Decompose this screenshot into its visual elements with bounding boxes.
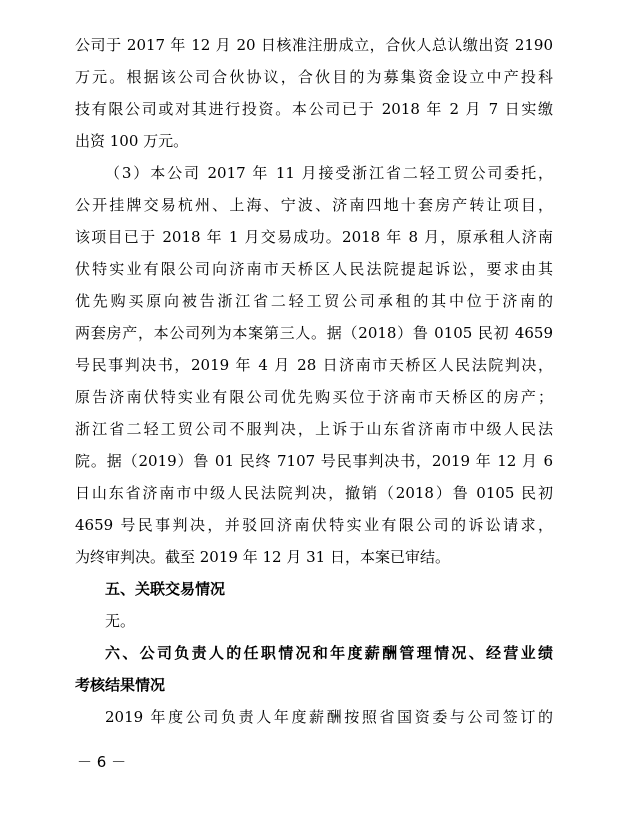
text-line: 公开挂牌交易杭州、上海、宁波、济南四地十套房产转让项目，	[75, 196, 553, 214]
text-line: 日山东省济南市中级人民法院判决，撤销（2018）鲁 0105 民初	[75, 484, 553, 502]
text-line: 浙江省二轻工贸公司不服判决，上诉于山东省济南市中级人民法	[75, 420, 553, 438]
text-line: 为终审判决。截至 2019 年 12 月 31 日，本案已审结。	[75, 548, 450, 566]
page-number: － 6 －	[77, 753, 127, 771]
text-line: 院。据（2019）鲁 01 民终 7107 号民事判决书，2019 年 12 月 6	[75, 452, 553, 470]
paragraph-executive-compensation-body	[75, 701, 553, 733]
paragraph-litigation	[75, 157, 553, 573]
heading-line: 五、关联交易情况	[105, 580, 226, 598]
paragraph-partnership	[75, 29, 553, 157]
text-line: 两套房产，本公司列为本案第三人。据（2018）鲁 0105 民初 4659	[75, 324, 553, 342]
text-line: 出资 100 万元。	[75, 132, 189, 150]
text-line: 伏特实业有限公司向济南市天桥区人民法院提起诉讼，要求由其	[75, 260, 553, 278]
section-heading-related-transactions	[75, 573, 553, 605]
text-line: 4659 号民事判决，并驳回济南伏特实业有限公司的诉讼请求，	[75, 516, 553, 534]
text-line: （3）本公司 2017 年 11 月接受浙江省二轻工贸公司委托，	[105, 164, 553, 182]
heading-line: 六、公司负责人的任职情况和年度薪酬管理情况、经营业绩	[105, 644, 553, 662]
text-line: 优先购买原向被告浙江省二轻工贸公司承租的其中位于济南的	[75, 292, 553, 310]
section-heading-executive-compensation	[75, 637, 553, 701]
text-line: 技有限公司或对其进行投资。本公司已于 2018 年 2 月 7 日实缴	[75, 100, 553, 118]
text-line: 公司于 2017 年 12 月 20 日核准注册成立，合伙人总认缴出资 2190	[75, 36, 553, 54]
text-line: 该项目已于 2018 年 1 月交易成功。2018 年 8 月，原承租人济南	[75, 228, 553, 246]
paragraph-related-transactions-body	[75, 605, 553, 637]
heading-line: 考核结果情况	[75, 676, 166, 694]
text-line: 无。	[105, 612, 136, 630]
text-line: 号民事判决书，2019 年 4 月 28 日济南市天桥区人民法院判决，	[75, 356, 553, 374]
text-line: 原告济南伏特实业有限公司优先购买位于济南市天桥区的房产；	[75, 388, 553, 406]
text-line: 2019 年度公司负责人年度薪酬按照省国资委与公司签订的	[105, 708, 553, 726]
text-line: 万元。根据该公司合伙协议，合伙目的为募集资金设立中产投科	[75, 68, 553, 86]
